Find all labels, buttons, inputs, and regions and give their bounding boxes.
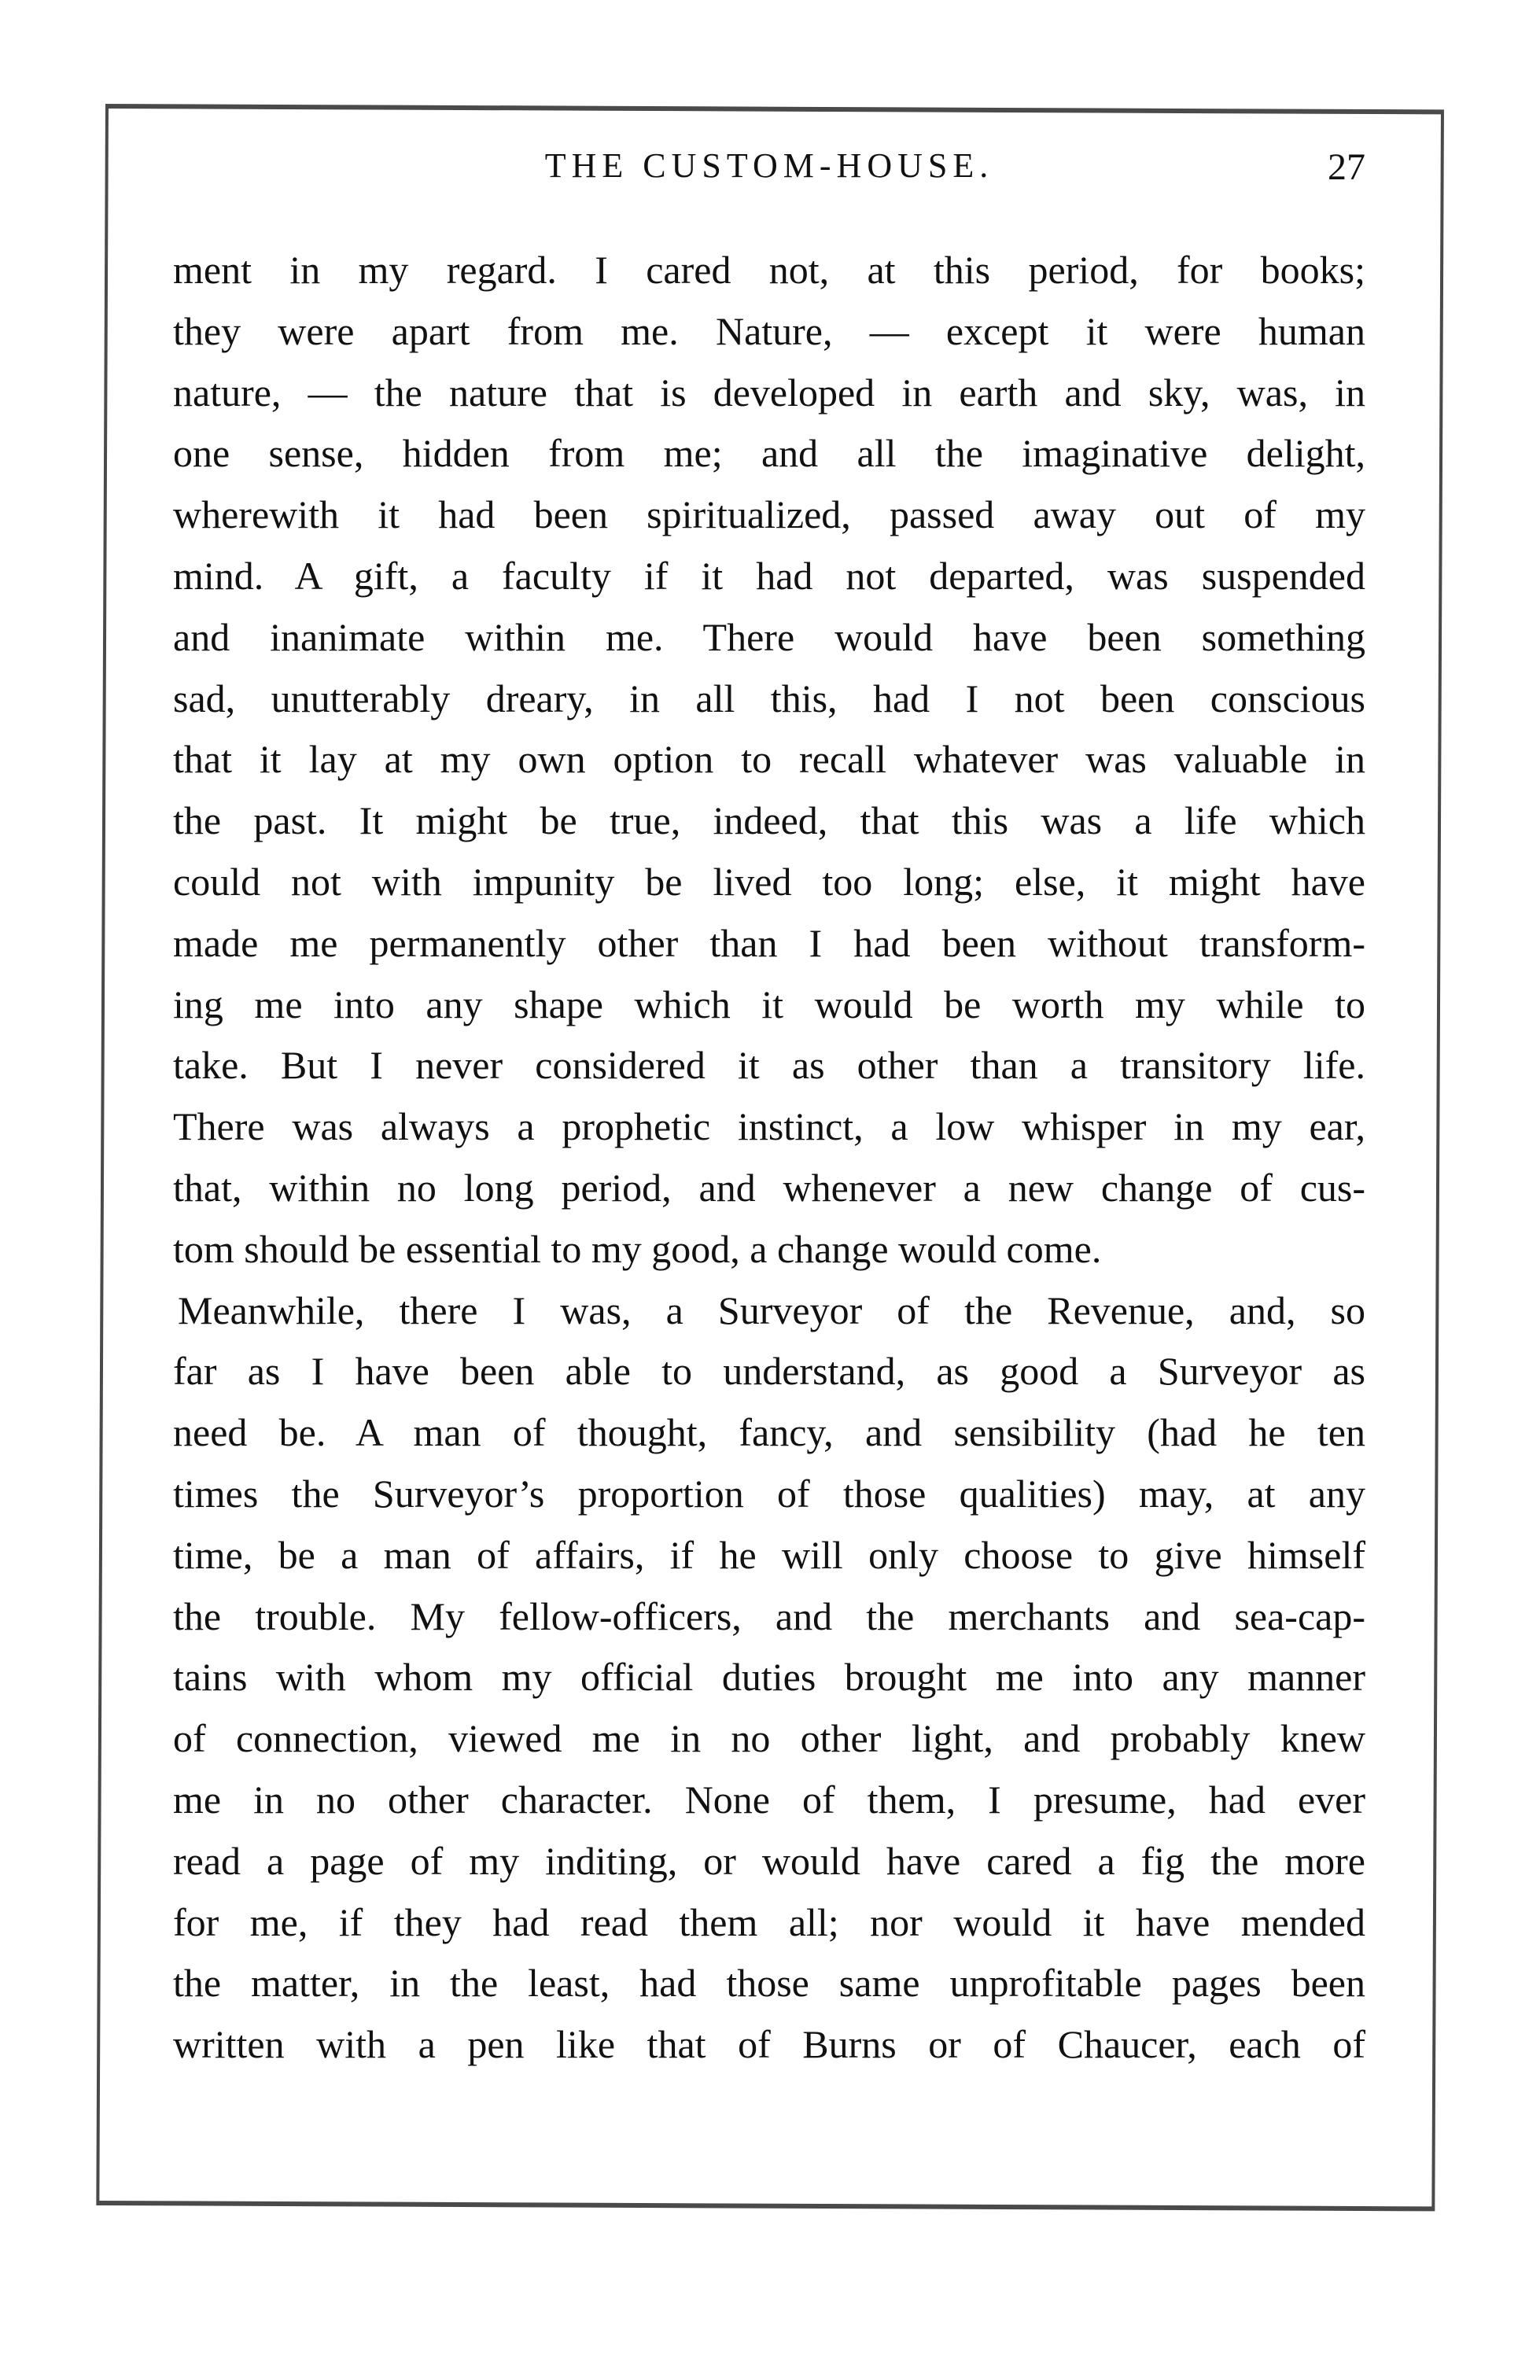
text-line: for me, if they had read them all; nor would it have mended xyxy=(173,1899,1365,1944)
text-line: times the Surveyor’s proportion of those qualities) may, at any xyxy=(173,1471,1365,1516)
text-line: time, be a man of affairs, if he will only choose to give himself xyxy=(173,1532,1365,1577)
running-head-title: THE CUSTOM-HOUSE. xyxy=(544,146,994,185)
text-line: ing me into any shape which it would be worth my while to xyxy=(173,982,1365,1026)
text-line: written with a pen like that of Burns or of Chaucer, each of xyxy=(173,2022,1365,2067)
running-head xyxy=(173,146,1365,193)
text-line: could not with impunity be lived too long; else, it might have xyxy=(173,859,1365,904)
text-line: tains with whom my official duties brought me into any manner xyxy=(173,1655,1365,1700)
text-line: There was always a prophetic instinct, a low whisper in my ear, xyxy=(173,1104,1365,1149)
text-line: read a page of my inditing, or would have cared a fig the more xyxy=(173,1838,1365,1883)
text-line: far as I have been able to understand, as good a Surveyor as xyxy=(173,1349,1365,1394)
text-line: wherewith it had been spiritualized, passed away out of my xyxy=(173,492,1365,537)
text-line: ment in my regard. I cared not, at this period, for books; xyxy=(173,248,1365,292)
text-line: made me permanently other than I had been without transform- xyxy=(173,920,1365,965)
text-line: mind. A gift, a faculty if it had not departed, was suspended xyxy=(173,553,1365,598)
text-line: that, within no long period, and whenever a new change of cus- xyxy=(173,1165,1365,1210)
text-line: need be. A man of thought, fancy, and sensibility (had he ten xyxy=(173,1410,1365,1455)
body-text xyxy=(173,240,1365,2076)
text-line: the matter, in the least, had those same unprofitable pages been xyxy=(173,1961,1365,2006)
text-line: one sense, hidden from me; and all the imaginative delight, xyxy=(173,431,1365,476)
text-line: sad, unutterably dreary, in all this, had I not been conscious xyxy=(173,676,1365,720)
page-number: 27 xyxy=(1328,146,1365,188)
text-line: me in no other character. None of them, I presume, had ever xyxy=(173,1777,1365,1822)
text-line: the trouble. My fellow-officers, and the merchants and sea-cap- xyxy=(173,1593,1365,1638)
text-line: Meanwhile, there I was, a Surveyor of the Revenue, and, so xyxy=(178,1288,1365,1332)
text-line: and inanimate within me. There would have been something xyxy=(173,614,1365,659)
text-line: the past. It might be true, indeed, that this was a life which xyxy=(173,798,1365,843)
text-line: take. But I never considered it as other than a transitory life. xyxy=(173,1043,1365,1088)
text-line: tom should be essential to my good, a change would come. xyxy=(173,1226,1102,1271)
text-line: that it lay at my own option to recall whatever was valuable in xyxy=(173,737,1365,782)
text-line: they were apart from me. Nature, — except it were human xyxy=(173,308,1365,353)
text-line: of connection, viewed me in no other light, and probably knew xyxy=(173,1716,1365,1761)
text-line: nature, — the nature that is developed in earth and sky, was, in xyxy=(173,370,1365,414)
